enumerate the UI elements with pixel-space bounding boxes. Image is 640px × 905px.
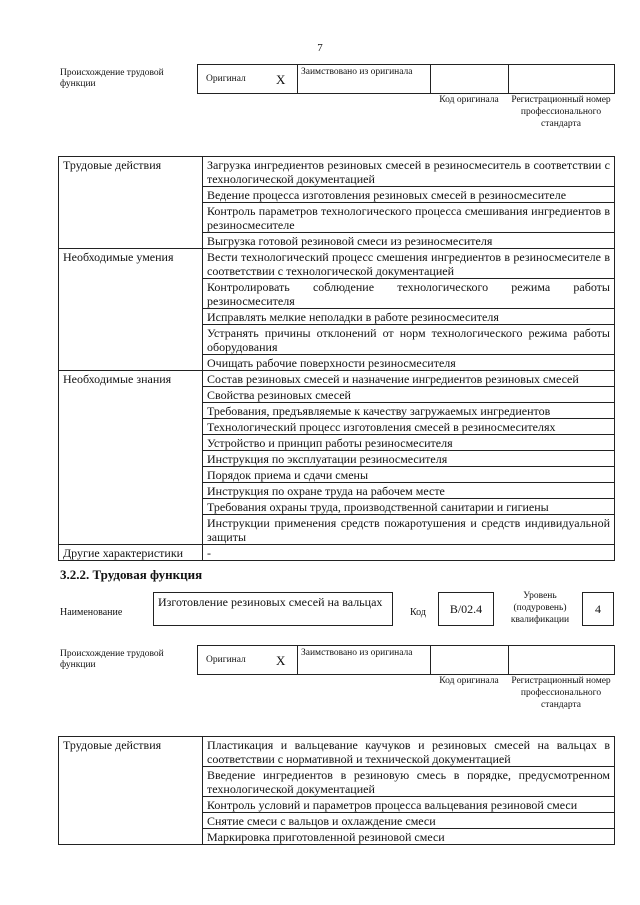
table-row (59, 451, 615, 467)
table-cell: Состав резиновых смесей и назначение ингредиентов резиновых смесей (203, 371, 615, 387)
borrowed-cell (297, 65, 430, 93)
table-row (59, 813, 615, 829)
code-caption: Код оригинала (439, 95, 499, 105)
original-label: Оригинал (206, 655, 246, 665)
table-row (59, 435, 615, 451)
row-header-continuation (59, 309, 203, 325)
row-header-continuation (59, 499, 203, 515)
table-cell: Контроль параметров технологического процесса смешивания ингредиентов в резиносмесителе (203, 203, 615, 233)
table-cell: Контроль условий и параметров процесса вальцевания резиновой смеси (203, 797, 615, 813)
qualification-level-label: Уровень (подуровень) квалификации (510, 591, 570, 625)
row-header-continuation (59, 797, 203, 813)
table-cell: Устранять причины отклонений от норм технологического режима работы оборудования (203, 325, 615, 355)
table-row (59, 279, 615, 309)
table-row (59, 387, 615, 403)
qualification-level-value: 4 (582, 592, 614, 626)
row-header: Необходимые умения (59, 249, 203, 279)
borrowed-label: Заимствовано из оригинала (301, 648, 413, 658)
row-header-continuation (59, 767, 203, 797)
name-label: Наименование (60, 607, 123, 618)
function-code-value: B/02.4 (438, 592, 494, 626)
labor-function-table-1 (58, 156, 615, 561)
table-cell: Загрузка ингредиентов резиновых смесей в резиносмеситель в соответствии с технологической документацией (203, 157, 615, 187)
reg-caption: Регистрационный номер профессионального стандарта (511, 676, 611, 710)
table-row (59, 325, 615, 355)
row-header-continuation (59, 403, 203, 419)
table-cell: Ведение процесса изготовления резиновых смесей в резиносмесителе (203, 187, 615, 203)
row-header-continuation (59, 187, 203, 203)
origin-label: Происхождение трудовой функции (60, 68, 164, 89)
table-row (59, 371, 615, 387)
table-cell: Требования охраны труда, производственной санитарии и гигиены (203, 499, 615, 515)
original-code-cell (430, 646, 508, 674)
borrowed-label: Заимствовано из оригинала (301, 67, 413, 77)
table-cell: Инструкция по эксплуатации резиносмесителя (203, 451, 615, 467)
table-row (59, 403, 615, 419)
table-row (59, 767, 615, 797)
table-row (59, 309, 615, 325)
reg-number-cell (508, 646, 614, 674)
table-row (59, 545, 615, 561)
origin-row (197, 64, 615, 94)
row-header-continuation (59, 515, 203, 545)
code-label: Код (410, 607, 426, 618)
table-row (59, 249, 615, 279)
table-cell: Устройство и принцип работы резиносмесителя (203, 435, 615, 451)
table-cell: Вести технологический процесс смешения ингредиентов в резиносмесителе в соответствии с технологической документацией (203, 249, 615, 279)
row-header-continuation (59, 419, 203, 435)
table-row (59, 515, 615, 545)
table-cell: Технологический процесс изготовления смесей в резиносмесителях (203, 419, 615, 435)
table-row (59, 737, 615, 767)
table-cell: Маркировка приготовленной резиновой смеси (203, 829, 615, 845)
table-row (59, 233, 615, 249)
labor-function-table-2 (58, 736, 615, 845)
table-cell: Исправлять мелкие неполадки в работе резиносмесителя (203, 309, 615, 325)
row-header: Другие характеристики (59, 545, 203, 561)
table-row (59, 419, 615, 435)
origin-label: Происхождение трудовой функции (60, 649, 164, 670)
origin-mark: X (276, 72, 286, 87)
original-cell (198, 646, 297, 674)
table-row (59, 203, 615, 233)
row-header: Трудовые действия (59, 157, 203, 187)
row-header-continuation (59, 435, 203, 451)
row-header-continuation (59, 813, 203, 829)
table-cell: Выгрузка готовой резиновой смеси из резиносмесителя (203, 233, 615, 249)
original-code-cell (430, 65, 508, 93)
row-header-continuation (59, 387, 203, 403)
row-header-continuation (59, 451, 203, 467)
table-row (59, 187, 615, 203)
row-header-continuation (59, 483, 203, 499)
row-header-continuation (59, 203, 203, 233)
section-title: 3.2.2. Трудовая функция (60, 567, 203, 582)
table-row (59, 797, 615, 813)
table-row (59, 157, 615, 187)
table-cell: Порядок приема и сдачи смены (203, 467, 615, 483)
table-row (59, 499, 615, 515)
table-row (59, 467, 615, 483)
row-header: Трудовые действия (59, 737, 203, 767)
page-number: 7 (317, 42, 323, 54)
row-header-continuation (59, 355, 203, 371)
table-row (59, 829, 615, 845)
borrowed-cell (297, 646, 430, 674)
reg-number-cell (508, 65, 614, 93)
function-name-value: Изготовление резиновых смесей на вальцах (153, 592, 393, 626)
table-cell: Введение ингредиентов в резиновую смесь в порядке, предусмотренном технологической документацией (203, 767, 615, 797)
table-cell: Требования, предъявляемые к качеству загружаемых ингредиентов (203, 403, 615, 419)
table-cell: Контролировать соблюдение технологического режима работы резиносмесителя (203, 279, 615, 309)
table-cell: Очищать рабочие поверхности резиносмесителя (203, 355, 615, 371)
table-cell: Инструкция по охране труда на рабочем месте (203, 483, 615, 499)
row-header-continuation (59, 325, 203, 355)
table-cell: Инструкции применения средств пожаротушения и средств индивидуальной защиты (203, 515, 615, 545)
origin-mark: X (276, 653, 286, 668)
row-header-continuation (59, 279, 203, 309)
row-header-continuation (59, 467, 203, 483)
row-header-continuation (59, 233, 203, 249)
code-caption: Код оригинала (439, 676, 499, 686)
original-cell (198, 65, 297, 93)
original-label: Оригинал (206, 74, 246, 84)
table-row (59, 355, 615, 371)
row-header-continuation (59, 829, 203, 845)
table-cell: Пластикация и вальцевание каучуков и резиновых смесей на вальцах в соответствии с нормативной и технической документацией (203, 737, 615, 767)
reg-caption: Регистрационный номер профессионального стандарта (511, 95, 611, 129)
table-row (59, 483, 615, 499)
table-cell: Снятие смеси с вальцов и охлаждение смеси (203, 813, 615, 829)
table-cell: Свойства резиновых смесей (203, 387, 615, 403)
origin-row (197, 645, 615, 675)
table-cell: - (203, 545, 615, 561)
row-header: Необходимые знания (59, 371, 203, 387)
